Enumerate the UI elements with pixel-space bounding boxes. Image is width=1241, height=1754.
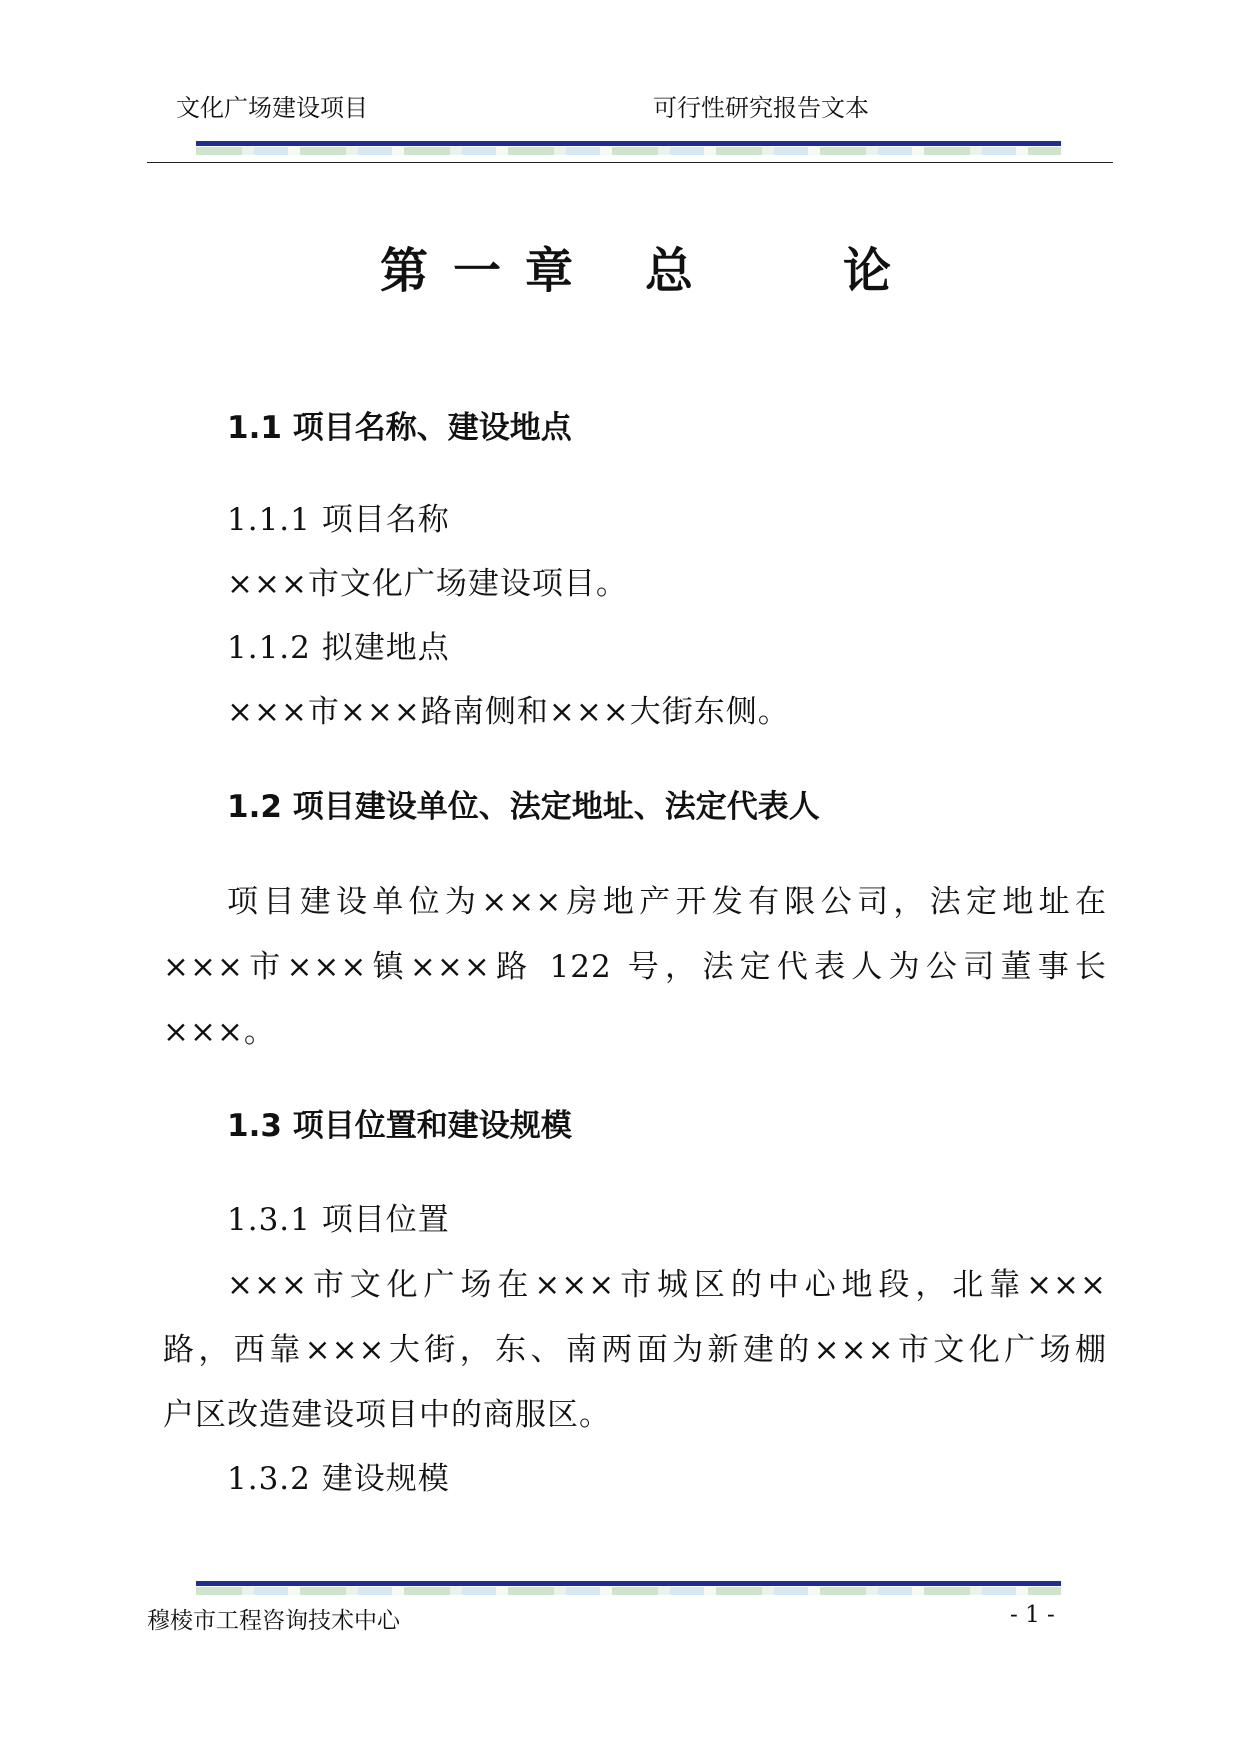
paragraph-line: 户区改造建设项目中的商服区。 <box>163 1397 611 1433</box>
chapter-title-char: 总 <box>645 243 694 299</box>
header-band-pattern <box>196 147 1061 155</box>
section-heading-1-2: 1.2 项目建设单位、法定地址、法定代表人 <box>227 789 820 825</box>
chapter-title <box>0 232 1241 299</box>
paragraph-line: ×××。 <box>163 1014 276 1050</box>
subsection-heading-1-1-2: 1.1.2 拟建地点 <box>227 630 450 666</box>
page-number: - 1 - <box>1010 1602 1055 1628</box>
paragraph-line: ×××市×××镇×××路 122 号，法定代表人为公司董事长 <box>163 949 1107 985</box>
header-report-type: 可行性研究报告文本 <box>653 94 869 122</box>
site-location-text: ×××市×××路南侧和×××大街东侧。 <box>227 694 790 730</box>
subsection-heading-1-3-2: 1.3.2 建设规模 <box>227 1461 450 1497</box>
project-name-text: ×××市文化广场建设项目。 <box>227 566 628 602</box>
paragraph-line: 项目建设单位为×××房地产开发有限公司，法定地址在 <box>227 884 1107 920</box>
chapter-title-char: 一 <box>453 243 502 299</box>
chapter-title-char: 章 <box>525 243 574 299</box>
section-heading-1-3: 1.3 项目位置和建设规模 <box>227 1108 572 1144</box>
header-decorative-band <box>196 141 1061 155</box>
header-rule <box>147 162 1113 163</box>
chapter-title-char: 论 <box>843 243 892 299</box>
footer-band-blue-stripe <box>196 1581 1061 1586</box>
footer-band-pattern <box>196 1587 1061 1595</box>
subsection-heading-1-1-1: 1.1.1 项目名称 <box>227 502 450 538</box>
subsection-heading-1-3-1: 1.3.1 项目位置 <box>227 1202 450 1238</box>
chapter-title-char: 第 <box>380 243 429 299</box>
footer-decorative-band <box>196 1581 1061 1595</box>
footer-organization: 穆棱市工程咨询技术中心 <box>147 1608 400 1634</box>
paragraph-line: 路，西靠×××大街，东、南两面为新建的×××市文化广场棚 <box>163 1332 1107 1368</box>
paragraph-line: ×××市文化广场在×××市城区的中心地段，北靠××× <box>227 1267 1107 1303</box>
header-band-blue-stripe <box>196 141 1061 146</box>
header-project-title: 文化广场建设项目 <box>176 94 368 122</box>
section-heading-1-1: 1.1 项目名称、建设地点 <box>227 410 572 446</box>
